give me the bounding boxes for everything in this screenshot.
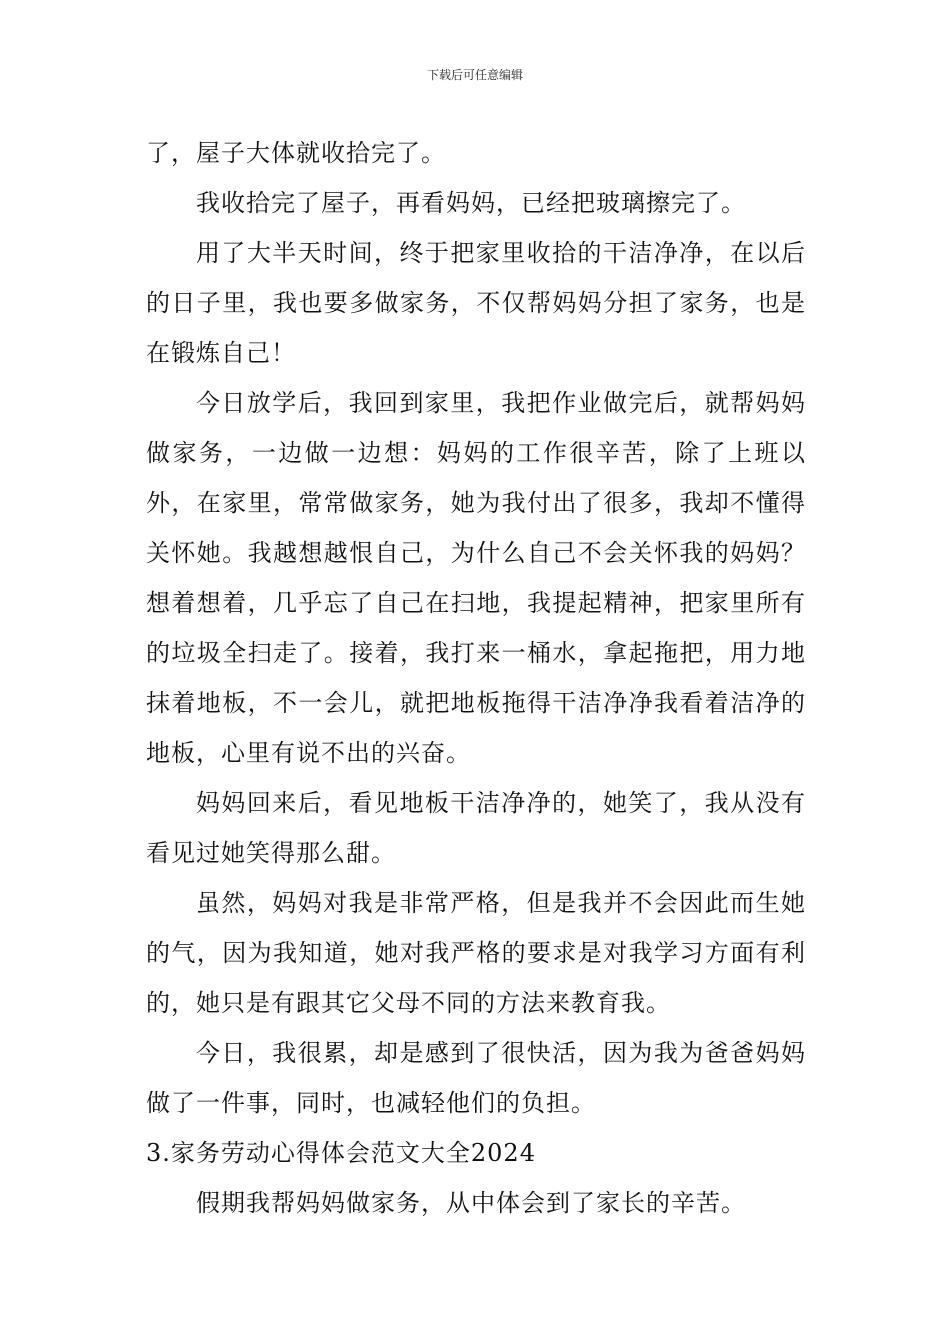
paragraph: 假期我帮妈妈做家务，从中体会到了家长的辛苦。 — [196, 1189, 746, 1217]
document-body — [146, 128, 806, 1228]
page-header: 下载后可任意编辑 — [426, 68, 523, 82]
paragraph: 今日，我很累，却是感到了很快活，因为我为爸爸妈妈做了一件事，同时，也减轻他们的负担。 — [146, 1039, 806, 1117]
paragraph: 虽然，妈妈对我是非常严格，但是我并不会因此而生她的气，因为我知道，她对我严格的要求是对我学习方面有利的，她只是有跟其它父母不同的方法来教育我。 — [146, 889, 806, 1017]
paragraph: 了，屋子大体就收拾完了。 — [146, 139, 446, 167]
paragraph: 用了大半天时间，终于把家里收拾的干洁净净，在以后的日子里，我也要多做家务，不仅帮妈妈分担了家务，也是在锻炼自己！ — [146, 239, 806, 367]
paragraph: 今日放学后，我回到家里，我把作业做完后，就帮妈妈做家务，一边做一边想：妈妈的工作很辛苦，除了上班以外，在家里，常常做家务，她为我付出了很多，我却不懂得关怀她。我越想越恨自己，为什么自己不会关怀我的妈妈？想着想着，几乎忘了自己在扫地，我提起精神，把家里所有的垃圾全扫走了。接着，我打来一桶水，拿起拖把，用力地抹着地板，不一会儿，就把地板拖得干洁净净我看着洁净的地板，心里有说不出的兴奋。 — [146, 389, 806, 767]
section-heading: 3.家务劳动心得体会范文大全2024 — [146, 1139, 536, 1167]
paragraph: 我收拾完了屋子，再看妈妈，已经把玻璃擦完了。 — [196, 189, 746, 217]
paragraph: 妈妈回来后，看见地板干洁净净的，她笑了，我从没有看见过她笑得那么甜。 — [146, 789, 806, 867]
